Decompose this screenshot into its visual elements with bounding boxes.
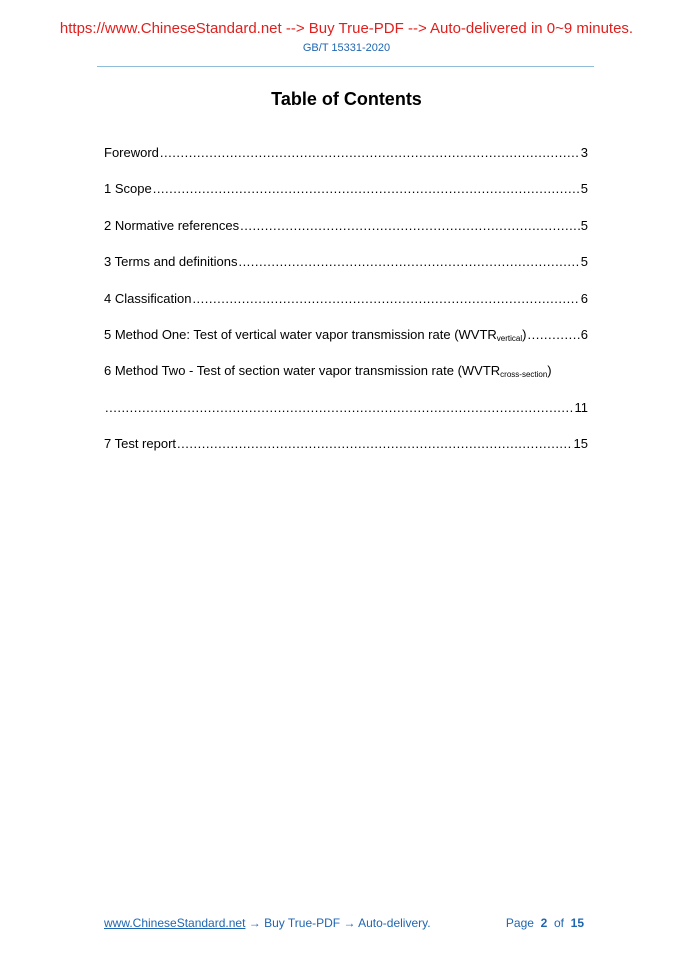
toc-entry-page: 5 — [580, 217, 588, 233]
toc-entry-test-report[interactable] — [104, 436, 588, 472]
purchase-banner[interactable] — [0, 20, 693, 37]
toc-leader-dots — [160, 145, 580, 160]
page-current: 2 — [540, 916, 548, 930]
toc-leader-dots — [238, 254, 579, 269]
toc-entry-scope[interactable] — [104, 181, 588, 217]
toc-entry-label-main: 6 Method Two - Test of section water vapor transmission rate (WVTR — [104, 363, 501, 379]
toc-entry-foreword[interactable] — [104, 145, 588, 181]
toc-entry-label: 1 Scope — [104, 181, 152, 197]
toc-entry-label — [104, 327, 526, 342]
toc-entry-page: 11 — [574, 399, 588, 415]
toc-entry-method-two-continued[interactable] — [104, 400, 588, 436]
page-counter — [506, 916, 584, 930]
toc-leader-dots — [177, 436, 573, 451]
toc-entry-method-one[interactable] — [104, 327, 588, 363]
header-divider — [97, 66, 594, 67]
toc-entry-page: 6 — [580, 326, 588, 342]
toc-entry-label: 4 Classification — [104, 290, 192, 306]
toc-entry-label: 7 Test report — [104, 436, 177, 452]
toc-entry-label-end: ) — [547, 363, 552, 379]
toc-entry-label: 2 Normative references — [104, 217, 240, 233]
purchase-banner-link[interactable]: https://www.ChineseStandard.net --> Buy True-PDF --> Auto-delivered in 0~9 minutes. — [59, 20, 634, 37]
toc-entry-page: 5 — [580, 181, 588, 197]
toc-entry-classification[interactable] — [104, 291, 588, 327]
toc-leader-dots — [153, 181, 580, 196]
toc-entry-label — [104, 363, 552, 378]
page-footer — [104, 916, 584, 930]
page-label: Page — [505, 916, 534, 930]
toc-entry-label: Foreword — [104, 145, 159, 160]
page-total: 15 — [570, 916, 584, 930]
toc-entry-page: 15 — [573, 436, 588, 452]
toc-entry-page: 5 — [580, 254, 588, 270]
toc-entry-label-subscript: vertical — [496, 333, 523, 343]
toc-entry-page: 3 — [580, 145, 588, 160]
toc-entry-terms-and-definitions[interactable] — [104, 254, 588, 290]
toc-leader-dots — [105, 400, 574, 415]
page-of-label: of — [553, 916, 564, 930]
standard-number: GB/T 15331-2020 — [302, 42, 391, 54]
toc-entry-label-subscript: cross-section — [500, 370, 548, 380]
toc-entry-label-end: ) — [522, 326, 527, 342]
toc-leader-dots — [240, 218, 580, 233]
toc-title: Table of Contents — [271, 89, 422, 109]
toc-entry-page: 6 — [580, 290, 588, 306]
toc-entry-normative-references[interactable] — [104, 218, 588, 254]
toc-entry-label-main: 5 Method One: Test of vertical water vapor transmission rate (WVTR — [104, 326, 497, 342]
footer-site-link[interactable]: www.ChineseStandard.net — [104, 916, 246, 930]
toc-entry-label: 3 Terms and definitions — [104, 254, 238, 270]
toc-leader-dots — [527, 327, 579, 342]
footer-tagline: → Buy True-PDF → Auto-delivery. — [245, 916, 431, 930]
table-of-contents — [104, 145, 588, 473]
toc-leader-dots — [192, 291, 579, 306]
toc-entry-method-two[interactable] — [104, 363, 588, 399]
